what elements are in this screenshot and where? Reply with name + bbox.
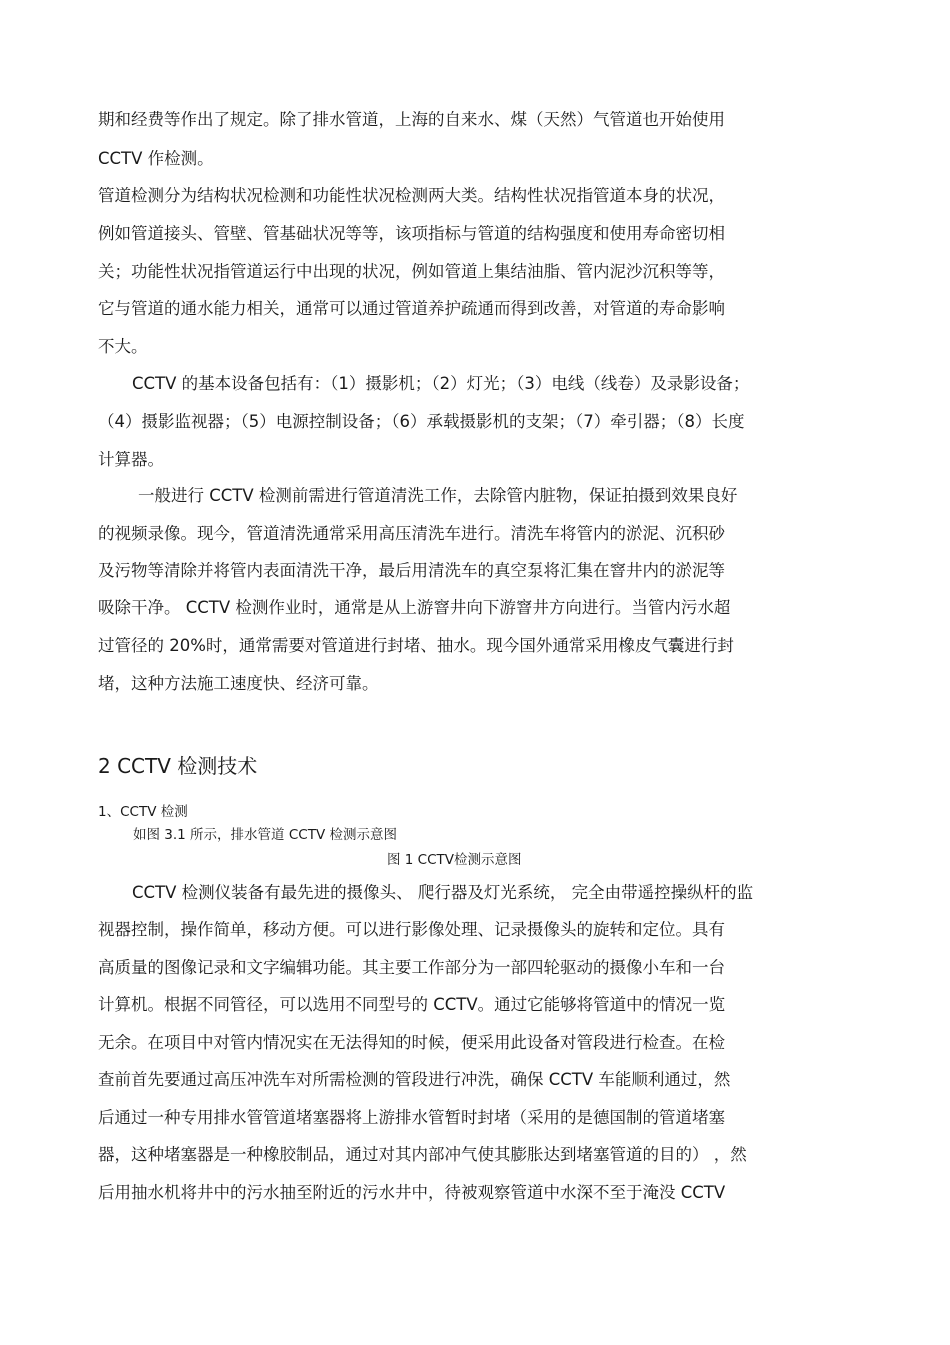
body-text-line: 关；功能性状况指管道运行中出现的状况，例如管道上集结油脂、管内泥沙沉积等等， (98, 262, 725, 281)
figure-caption: 图 1 CCTV检测示意图 (387, 852, 522, 868)
body-text-line: 过管径的 20%时，通常需要对管道进行封堵、抽水。现今国外通常采用橡皮气囊进行封 (98, 636, 734, 655)
body-text-line: 高质量的图像记录和文字编辑功能。其主要工作部分为一部四轮驱动的摄像小车和一台 (98, 958, 725, 977)
body-text-line: 期和经费等作出了规定。除了排水管道，上海的自来水、煤（天然）气管道也开始使用 (98, 110, 725, 129)
section-heading: 2 CCTV 检测技术 (98, 754, 258, 778)
figure-reference: 如图 3.1 所示，排水管道 CCTV 检测示意图 (133, 827, 397, 843)
body-text-line: 及污物等清除并将管内表面清洗干净，最后用清洗车的真空泵将汇集在窨井内的淤泥等 (98, 561, 725, 580)
body-text-line: 计算机。根据不同管径，可以选用不同型号的 CCTV。通过它能够将管道中的情况一览 (98, 995, 726, 1014)
body-text-line: 例如管道接头、管壁、管基础状况等等，该项指标与管道的结构强度和使用寿命密切相 (98, 224, 725, 243)
subsection-heading: 1、CCTV 检测 (98, 804, 188, 820)
body-text-line: CCTV 的基本设备包括有：（1）摄影机；（2）灯光；（3）电线（线卷）及录影设备； (132, 374, 750, 393)
body-text-line: 视器控制，操作简单，移动方便。可以进行影像处理、记录摄像头的旋转和定位。具有 (98, 920, 725, 939)
body-text-line: CCTV 作检测。 (98, 149, 214, 168)
body-text-line: CCTV 检测仪装备有最先进的摄像头、 爬行器及灯光系统， 完全由带遥控操纵杆的监 (132, 883, 754, 902)
body-text-line: 堵，这种方法施工速度快、经济可靠。 (98, 674, 379, 693)
body-text-line: 计算器。 (98, 450, 164, 469)
body-text-line: 查前首先要通过高压冲洗车对所需检测的管段进行冲洗，确保 CCTV 车能顺利通过，然 (98, 1070, 731, 1089)
body-text-line: 器，这种堵塞器是一种橡胶制品，通过对其内部冲气使其膨胀达到堵塞管道的目的） ，然 (98, 1145, 747, 1164)
body-text-line: 后通过一种专用排水管管道堵塞器将上游排水管暂时封堵（采用的是德国制的管道堵塞 (98, 1108, 725, 1127)
body-text-line: 一般进行 CCTV 检测前需进行管道清洗工作，去除管内脏物，保证拍摄到效果良好 (138, 486, 738, 505)
body-text-line: 吸除干净。 CCTV 检测作业时，通常是从上游窨井向下游窨井方向进行。当管内污水超 (98, 598, 731, 617)
body-text-line: 管道检测分为结构状况检测和功能性状况检测两大类。结构性状况指管道本身的状况， (98, 186, 725, 205)
body-text-line: （4）摄影监视器；（5）电源控制设备；（6）承载摄影机的支架；（7）牵引器；（8）长度 (98, 412, 745, 431)
body-text-line: 后用抽水机将井中的污水抽至附近的污水井中，待被观察管道中水深不至于淹没 CCTV (98, 1183, 726, 1202)
body-text-line: 的视频录像。现今，管道清洗通常采用高压清洗车进行。清洗车将管内的淤泥、沉积砂 (98, 524, 725, 543)
body-text-line: 无余。在项目中对管内情况实在无法得知的时候，便采用此设备对管段进行检查。在检 (98, 1033, 725, 1052)
body-text-line: 不大。 (98, 337, 148, 356)
body-text-line: 它与管道的通水能力相关，通常可以通过管道养护疏通而得到改善，对管道的寿命影响 (98, 299, 725, 318)
